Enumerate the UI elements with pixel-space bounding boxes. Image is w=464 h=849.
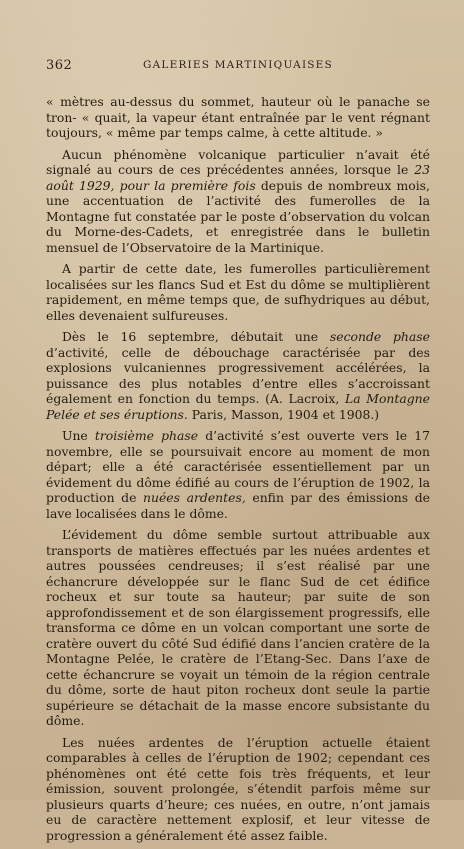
paragraph-fumerolles (46, 261, 430, 323)
page-header (46, 58, 430, 74)
text-segment: enfin par des émissions de lave localisées dans le dôme. (46, 490, 430, 521)
text-segment-italic: nuées ardentes, (143, 490, 246, 505)
text-segment: d’activité s’est ouverte vers le 17 novembre, elle se poursuivait encore au moment de mon départ; elle a été caractérisée essentiellement par un évidement du dôme édifié au cours de l’éruption de 1902, la production de (46, 428, 431, 505)
text-segment-italic: seconde phase (329, 329, 430, 344)
paragraph-nuees-ardentes (46, 735, 430, 844)
text-segment: A partir de cette date, les fumerolles particulièrement localisées sur les flancs Sud et Est du dôme se multiplièrent rapidement, en même temps que, de sufhydriques au début, elles devenaient sulfureuses. (46, 261, 430, 323)
paragraph-troisieme-phase (46, 428, 430, 521)
text-segment-italic: 23 août 1929, pour la première fois (46, 162, 430, 193)
paragraph-seconde-phase (46, 329, 430, 422)
page-number: 362 (46, 58, 73, 73)
body-text (46, 94, 430, 849)
text-segment: Aucun phénomène volcanique particulier n’avait été signalé au cours de ces précédentes années, lorsque le (46, 146, 430, 177)
text-segment: d’activité, celle de débouchage caractérisée par des explosions vulcaniennes progressivement accélérées, la puissance des plus notables d’entre elles s’accroissant également en fonction du temps. (A. Lacroix, (46, 344, 430, 406)
text-segment: Paris, Masson, 1904 et 1908.) (187, 406, 380, 422)
paragraph-evidement (46, 527, 430, 729)
text-segment: Dès le 16 septembre, débutait une (62, 329, 330, 344)
paragraph-august-1929 (46, 147, 430, 256)
text-segment: depuis de nombreux mois, une accentuation de l’activité des fumerolles de la Montagne fut constatée par le poste d’observation du volcan du Morne-des-Cadets, et enregistrée dans le bulletin mensuel de l’Observatoire de la Martinique. (46, 177, 430, 255)
running-title: GALERIES MARTINIQUAISES (143, 59, 333, 71)
paragraph-continued-quote (46, 94, 430, 141)
text-segment: « mètres au-dessus du sommet, hauteur où le panache se tron- « quait, la vapeur étant entraînée par le vent régnant toujours, « même par temps calme, à cette altitude. » (46, 94, 430, 140)
text-segment-italic: troisième phase (94, 428, 199, 443)
text-segment: Une (62, 428, 95, 443)
text-segment-italic: La Montagne Pelée et ses éruptions. (46, 391, 430, 422)
text-segment: Les nuées ardentes de l’éruption actuelle étaient comparables à celles de l’éruption de 1902; cependant ces phénomènes ont été cette fois très fréquents, et leur émission, souvent prolongée, s’étendit parfois même sur plusieurs quarts d’heure; ces nuées, en outre, n’ont jamais eu de caractère nettement explosif, et leur vitesse de progression a généralement été assez faible. (46, 734, 430, 843)
text-segment: L’évidement du dôme semble surtout attribuable aux transports de matières effectués par les nuées ardentes et autres poussées cendreuses; il s’est réalisé par une échancrure développée sur le flanc Sud de cet édifice rocheux et sur toute sa hauteur; par suite de son approfondissement et de son élargissement progressifs, elle transforma ce dôme en un volcan comportant une sorte de cratère ouvert du côté Sud édifié dans l’ancien cratère de la Montagne Pelée, le cratère de l’Etang-Sec. Dans l’axe de cette échancrure se voyait un témoin de la région centrale du dôme, sorte de haut piton rocheux dont seule la partie supérieure se détachait de la masse encore subsistante du dôme. (46, 527, 430, 728)
